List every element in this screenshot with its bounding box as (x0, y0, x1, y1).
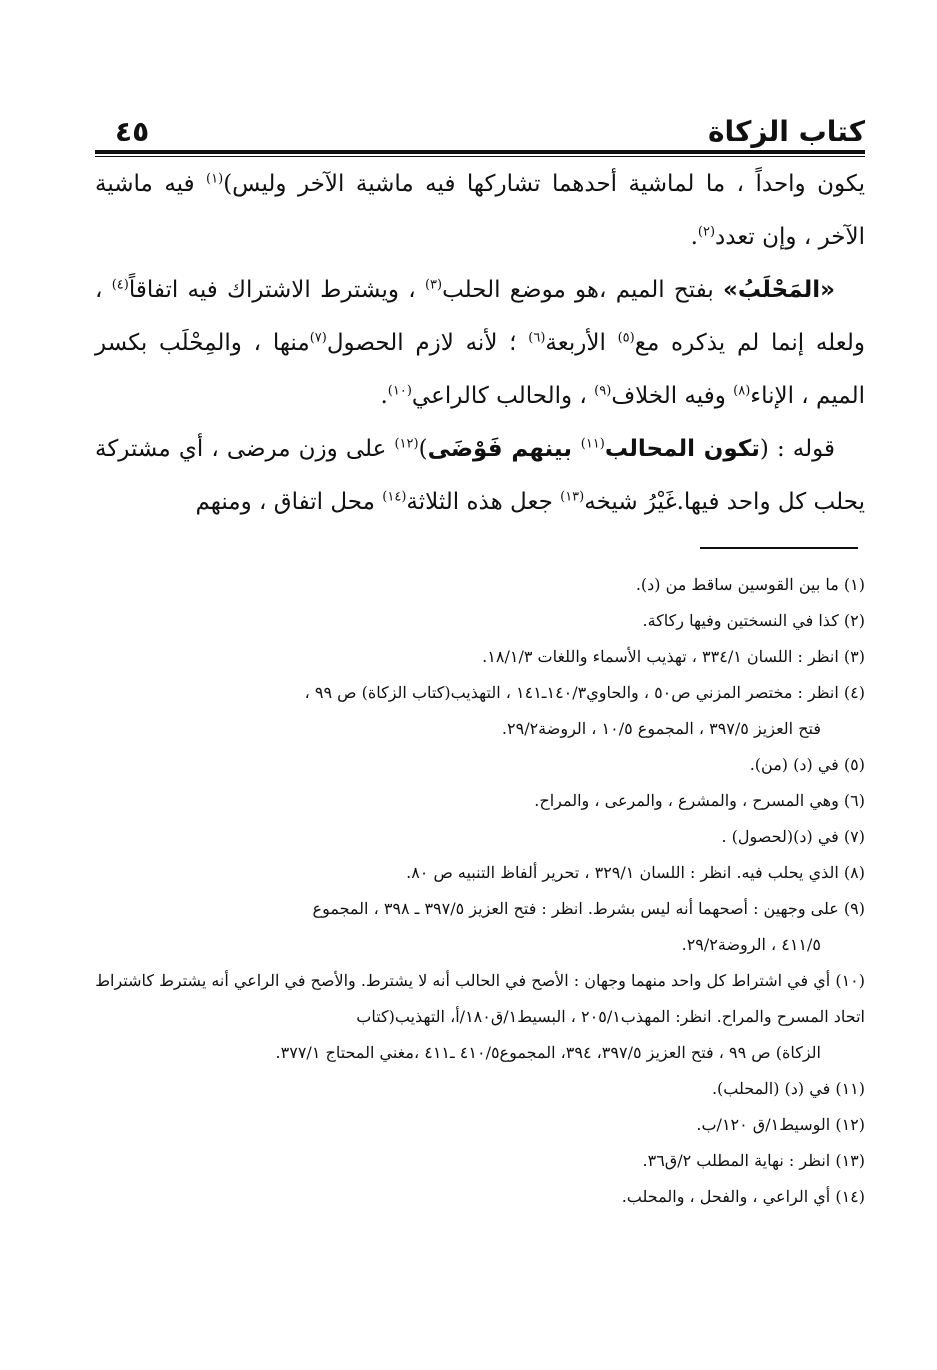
footnote-number: (٧) (843, 827, 865, 846)
text-run: الأربعة (545, 330, 618, 356)
footnote-14 (95, 1179, 865, 1215)
text-run: منها ، والمِحْلَب بكسر الميم ، الإناء (95, 330, 865, 409)
footnote-ref[interactable]: (٩) (594, 383, 612, 399)
footnote-13 (95, 1143, 865, 1179)
footnote-ref[interactable]: (١) (206, 171, 224, 187)
text-run: ، ولعله إنما لم يذكره مع (95, 277, 866, 356)
footnote-number: (١٣) (835, 1151, 865, 1170)
footnote-ref[interactable]: (٨) (733, 383, 751, 399)
footnote-ref[interactable]: (٣) (424, 277, 443, 293)
footnote-text: أي الراعي ، والفحل ، والمحلب. (621, 1187, 831, 1206)
footnote-12 (95, 1107, 865, 1143)
paragraph-2 (95, 264, 865, 423)
footnote-number: (٢) (843, 611, 865, 630)
footnote-8 (95, 855, 865, 891)
footnote-separator (700, 547, 858, 549)
footnote-text: وهي المسرح ، والمشرع ، والمرعى ، والمراح. (534, 791, 839, 810)
footnote-ref[interactable]: (١٣) (560, 489, 585, 505)
text-run: يكون واحداً ، ما لماشية أحدهما تشاركها فيه ماشية الآخر وليس) (223, 171, 865, 197)
footnote-ref[interactable]: (١٠) (387, 383, 412, 399)
text-run: ) (418, 436, 428, 462)
footnote-2 (95, 603, 865, 639)
text-run: بفتح الميم ،هو موضع الحلب (442, 277, 724, 303)
page-number: ٤٥ (115, 115, 150, 148)
footnote-number: (١٢) (835, 1115, 865, 1134)
footnote-text: انظر : نهاية المطلب ٢/ق٣٦. (642, 1151, 831, 1170)
footnote-continuation: فتح العزيز ٣٩٧/٥ ، المجموع ١٠/٥ ، الروضة٢٩/٢. (501, 719, 821, 738)
footnote-ref[interactable]: (٤) (111, 277, 129, 293)
book-title: كتاب الزكاة (708, 115, 865, 148)
text-run: محل اتفاق ، ومنهم (195, 489, 383, 515)
footnote-ref[interactable]: (٧) (309, 330, 327, 346)
paragraph-3 (95, 423, 865, 529)
footnote-ref[interactable]: (٥) (617, 330, 635, 346)
footnote-3 (95, 639, 865, 675)
text-run: على وزن مرضى ، أي مشتركة يحلب كل واحد فيها.غَيْرُ شيخه (95, 436, 865, 515)
footnote-text: في (د) (المحلب). (711, 1079, 831, 1098)
footnote-number: (١١) (835, 1079, 865, 1098)
main-text (95, 158, 865, 529)
text-run: . (690, 224, 698, 250)
footnote-continuation: الزكاة) ص ٩٩ ، فتح العزيز ٣٩٧/٥، ٣٩٤، المجموع٤١٠/٥ ـ٤١١ ،مغني المحتاج ٣٧٧/١. (275, 1043, 821, 1062)
footnote-10 (95, 963, 865, 1071)
text-run: ، والحالب كالراعي (411, 383, 595, 409)
footnote-9 (95, 891, 865, 963)
header-rule (95, 150, 865, 157)
footnote-text: في (د) (من). (749, 755, 839, 774)
footnote-ref[interactable]: (١١) (580, 436, 605, 452)
footnote-11 (95, 1071, 865, 1107)
footnote-5 (95, 747, 865, 783)
text-run: . (380, 383, 388, 409)
footnote-number: (٥) (843, 755, 865, 774)
footnote-number: (٤) (843, 683, 865, 702)
footnote-1 (95, 567, 865, 603)
footnote-number: (٨) (843, 863, 865, 882)
footnote-text: على وجهين : أصحهما أنه ليس بشرط. انظر : فتح العزيز ٣٩٧/٥ ـ ٣٩٨ ، المجموع (312, 899, 839, 918)
page-header (95, 96, 865, 148)
footnote-number: (٣) (843, 647, 865, 666)
text-run: فيه ماشية الآخر ، وإن تعدد (95, 171, 865, 250)
footnote-text: انظر : مختصر المزني ص٥٠ ، والحاوي١٤٠/٣ـ١٤١ ، التهذيب(كتاب الزكاة) ص ٩٩ ، (304, 683, 839, 702)
footnote-6 (95, 783, 865, 819)
footnote-number: (١) (843, 575, 865, 594)
footnote-number: (٩) (843, 899, 865, 918)
footnote-text: الوسيط١/ق ١٢٠/ب. (696, 1115, 831, 1134)
quoted-phrase: بينهم فَوْضَى (427, 436, 581, 462)
footnote-text: ما بين القوسين ساقط من (د). (635, 575, 839, 594)
footnote-ref[interactable]: (٢) (697, 224, 716, 240)
footnote-text: كذا في النسختين وفيها ركاكة. (642, 611, 839, 630)
text-run: جعل هذه الثلاثة (406, 489, 561, 515)
footnote-text: الذي يحلب فيه. انظر : اللسان ٣٢٩/١ ، تحرير ألفاظ التنبيه ص ٨٠. (406, 863, 839, 882)
footnote-7 (95, 819, 865, 855)
paragraph-1 (95, 158, 865, 264)
text-run: قوله : ( (759, 436, 835, 462)
text-run: ، ويشترط الاشتراك فيه اتفاقاً (128, 277, 425, 303)
footnotes (95, 567, 865, 1215)
footnote-number: (١٠) (835, 971, 865, 990)
term-mahlab: «المَحْلَبُ» (723, 277, 835, 303)
footnote-continuation: ٤١١/٥ ، الروضة٢٩/٢. (681, 935, 821, 954)
text-run: ؛ لأنه لازم الحصول (326, 330, 529, 356)
quoted-phrase: تكون المحالب (604, 436, 760, 462)
footnote-4 (95, 675, 865, 747)
footnote-text: انظر : اللسان ٣٣٤/١ ، تهذيب الأسماء واللغات ١٨/١/٣. (482, 647, 839, 666)
footnote-number: (١٤) (835, 1187, 865, 1206)
footnote-text: أي في اشتراط كل واحد منهما وجهان : الأصح في الحالب أنه لا يشترط. والأصح في الراعي أنه يشترط كاشتراط اتحاد المسرح والمراح. انظر: المهذب٢٠٥/١ ، البسيط١/ق١٨٠/أ، التهذيب(كتاب (95, 971, 865, 1026)
footnote-text: في (د)(لحصول) . (721, 827, 839, 846)
footnote-ref[interactable]: (٦) (528, 330, 546, 346)
footnote-number: (٦) (843, 791, 865, 810)
footnote-ref[interactable]: (١٢) (394, 436, 419, 452)
text-run: وفيه الخلاف (611, 383, 734, 409)
footnote-ref[interactable]: (١٤) (382, 489, 407, 505)
